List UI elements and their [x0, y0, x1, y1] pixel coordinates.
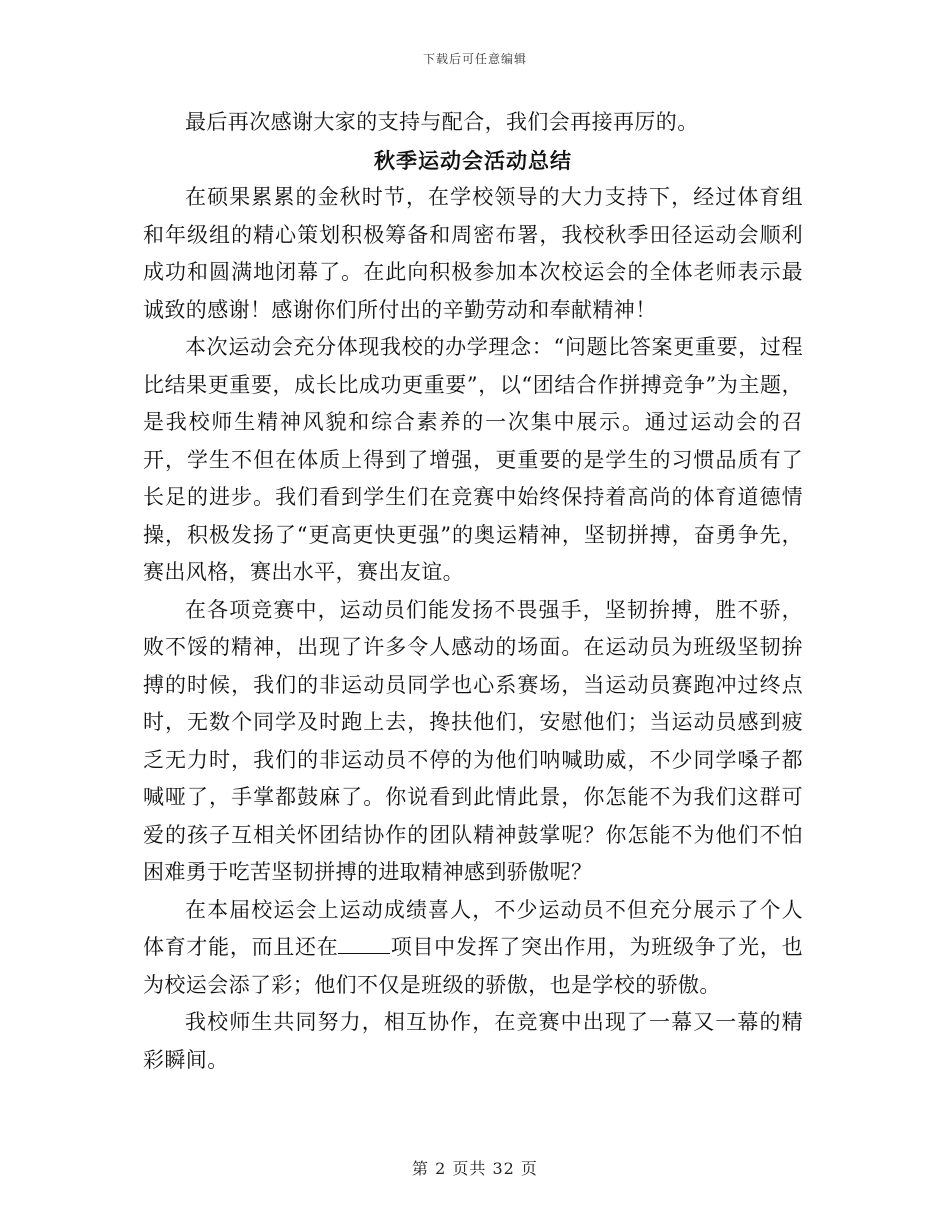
- fill-in-blank: [338, 935, 390, 954]
- paragraph-2: 本次运动会充分体现我校的办学理念：“问题比答案更重要，过程比结果更重要，成长比成功更重要”，以“团结合作拼搏竞争”为主题，是我校师生精神风貌和综合素养的一次集中展示。通过运动会的召开，学生不但在体质上得到了增强，更重要的是学生的习惯品质有了长足的进步。我们看到学生们在竞赛中始终保持着高尚的体育道德情操，积极发扬了“更高更快更强”的奥运精神，坚韧拼搏，奋勇争先，赛出风格，赛出水平，赛出友谊。: [143, 335, 803, 584]
- paragraph-4-after: 项目中发挥了突出作用，为班级争了光，也为校运会添了彩；他们不仅是班级的骄傲，也是学校的骄傲。: [143, 935, 803, 997]
- paragraph-4: [143, 892, 803, 1005]
- paragraph-5: 我校师生共同努力，相互协作，在竞赛中出现了一幕又一幕的精彩瞬间。: [143, 1010, 803, 1072]
- paragraph-3: 在各项竞赛中，运动员们能发扬不畏强手，坚韧拚搏，胜不骄，败不馁的精神，出现了许多令人感动的场面。在运动员为班级坚韧拚搏的时候，我们的非运动员同学也心系赛场，当运动员赛跑冲过终点时，无数个同学及时跑上去，搀扶他们，安慰他们；当运动员感到疲乏无力时，我们的非运动员不停的为他们呐喊助威，不少同学嗓子都喊哑了，手掌都鼓麻了。你说看到此情此景，你怎能不为我们这群可爱的孩子互相关怀团结协作的团队精神鼓掌呢？你怎能不为他们不怕困难勇于吃苦坚韧拼搏的进取精神感到骄傲呢？: [143, 597, 803, 884]
- paragraph-1: 在硕果累累的金秋时节，在学校领导的大力支持下，经过体育组和年级组的精心策划积极筹备和周密布署，我校秋季田径运动会顺利成功和圆满地闭幕了。在此向积极参加本次校运会的全体老师表示最诚致的感谢！感谢你们所付出的辛勤劳动和奉献精神！: [143, 185, 803, 322]
- paragraph-4-before: 在本届校运会上运动成绩喜人，不少运动员不但充分展示了个人体育才能，而且还在: [143, 897, 803, 959]
- section-title: 秋季运动会活动总结: [374, 147, 572, 173]
- page-footer: 第 2 页共 32 页: [412, 1159, 538, 1178]
- document-body: [143, 104, 803, 1079]
- intro-line: 最后再次感谢大家的支持与配合，我们会再接再厉的。: [185, 110, 699, 134]
- page-header: 下载后可任意编辑: [422, 52, 527, 66]
